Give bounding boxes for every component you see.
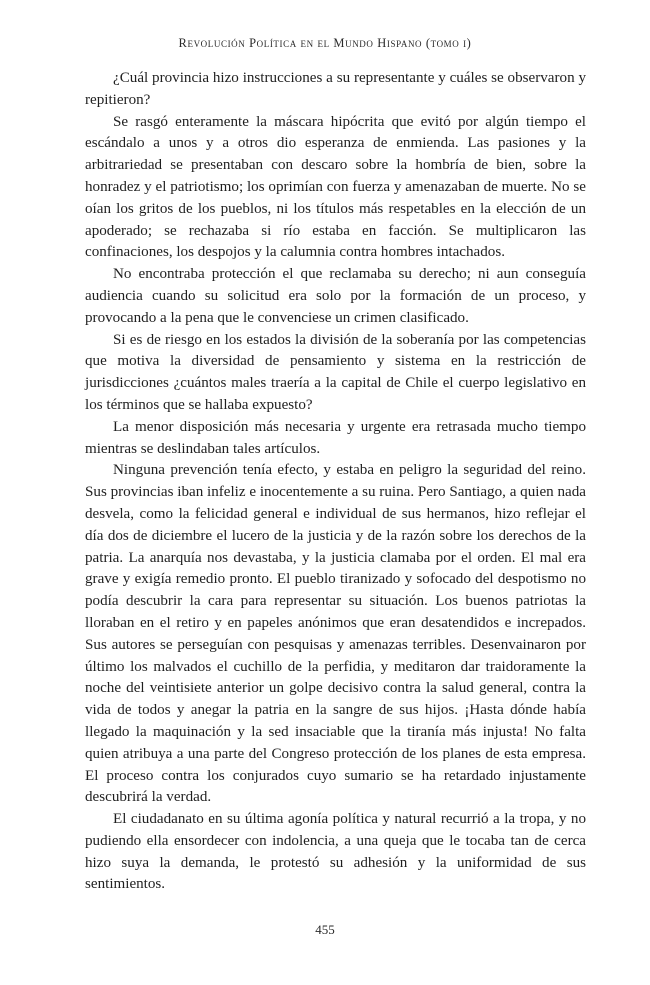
paragraph: ¿Cuál provincia hizo instrucciones a su representante y cuáles se observaron y repitieron?: [85, 70, 586, 108]
paragraph: La menor disposición más necesaria y urgente era retrasada mucho tiempo mientras se deslindaban tales artículos.: [85, 418, 586, 457]
body-text: [85, 68, 586, 896]
page-number: 455: [315, 922, 335, 937]
running-head: Revolución Política en el Mundo Hispano (tomo i): [178, 36, 472, 50]
paragraph: Si es de riesgo en los estados la división de la soberanía por las competencias que motiva la diversidad de pensamiento y sistema en la restricción de jurisdicciones ¿cuántos males traería a la capital de Chile el cuerpo legislativo en los términos que se hallaba expuesto?: [85, 331, 586, 413]
paragraph: El ciudadanato en su última agonía política y natural recurrió a la tropa, y no pudiendo ella ensordecer con indolencia, a una queja que le tocaba tan de cerca hizo suya la demanda, le protestó su adhesión y la uniformidad de sus sentimientos.: [85, 811, 586, 893]
paragraph: Se rasgó enteramente la máscara hipócrita que evitó por algún tiempo el escándalo a unos y a otros dio esperanza de enmienda. Las pasiones y la arbitrariedad se presentaban con descaro sobre la hombría de bien, sobre la honradez y el patriotismo; los oprimían con fuerza y amenazaban de muerte. No se oían los gritos de los pueblos, ni los títulos más respetables en la elección de un apoderado; se rechazaba si río estaba en facción. Se multiplicaron las confinaciones, los despojos y la calumnia contra hombres intachados.: [85, 113, 586, 261]
paragraph: Ninguna prevención tenía efecto, y estaba en peligro la seguridad del reino. Sus provincias iban infeliz e inocentemente a su ruina. Pero Santiago, a quien nada desvela, como la felicidad general e individual de sus hermanos, hizo reflejar el día dos de diciembre el lucero de la justicia y de la razón sobre los derechos de la patria. La anarquía nos devastaba, y la justicia clamaba por el orden. El mal era grave y exigía remedio pronto. El pueblo tiranizado y sofocado del despotismo no podía descubrir la cara para representar su situación. Los buenos patriotas la lloraban en el retiro y en papeles anónimos que eran desatendidos e increpados. Sus autores se perseguían con pesquisas y amenazas terribles. Desenvainaron por último los malvados el cuchillo de la perfidia, y meditaron dar traidoramente la noche del veintisiete anterior un golpe decisivo contra la salud general, contra la vida de todos y anegar la patria en la sangre de sus hijos. ¡Hasta dónde había llegado la maquinación y la sed insaciable que la tiranía más injusta! No falta quien atribuya a una parte del Congreso protección de los planes de esta empresa. El proceso contra los conjurados cuyo sumario se ha retardado injustamente descubrirá la verdad.: [85, 462, 586, 806]
paragraph: No encontraba protección el que reclamaba su derecho; ni aun conseguía audiencia cuando su solicitud era solo por la formación de un proceso, y provocando a la pena que le convenciese un crimen clasificado.: [85, 266, 586, 326]
